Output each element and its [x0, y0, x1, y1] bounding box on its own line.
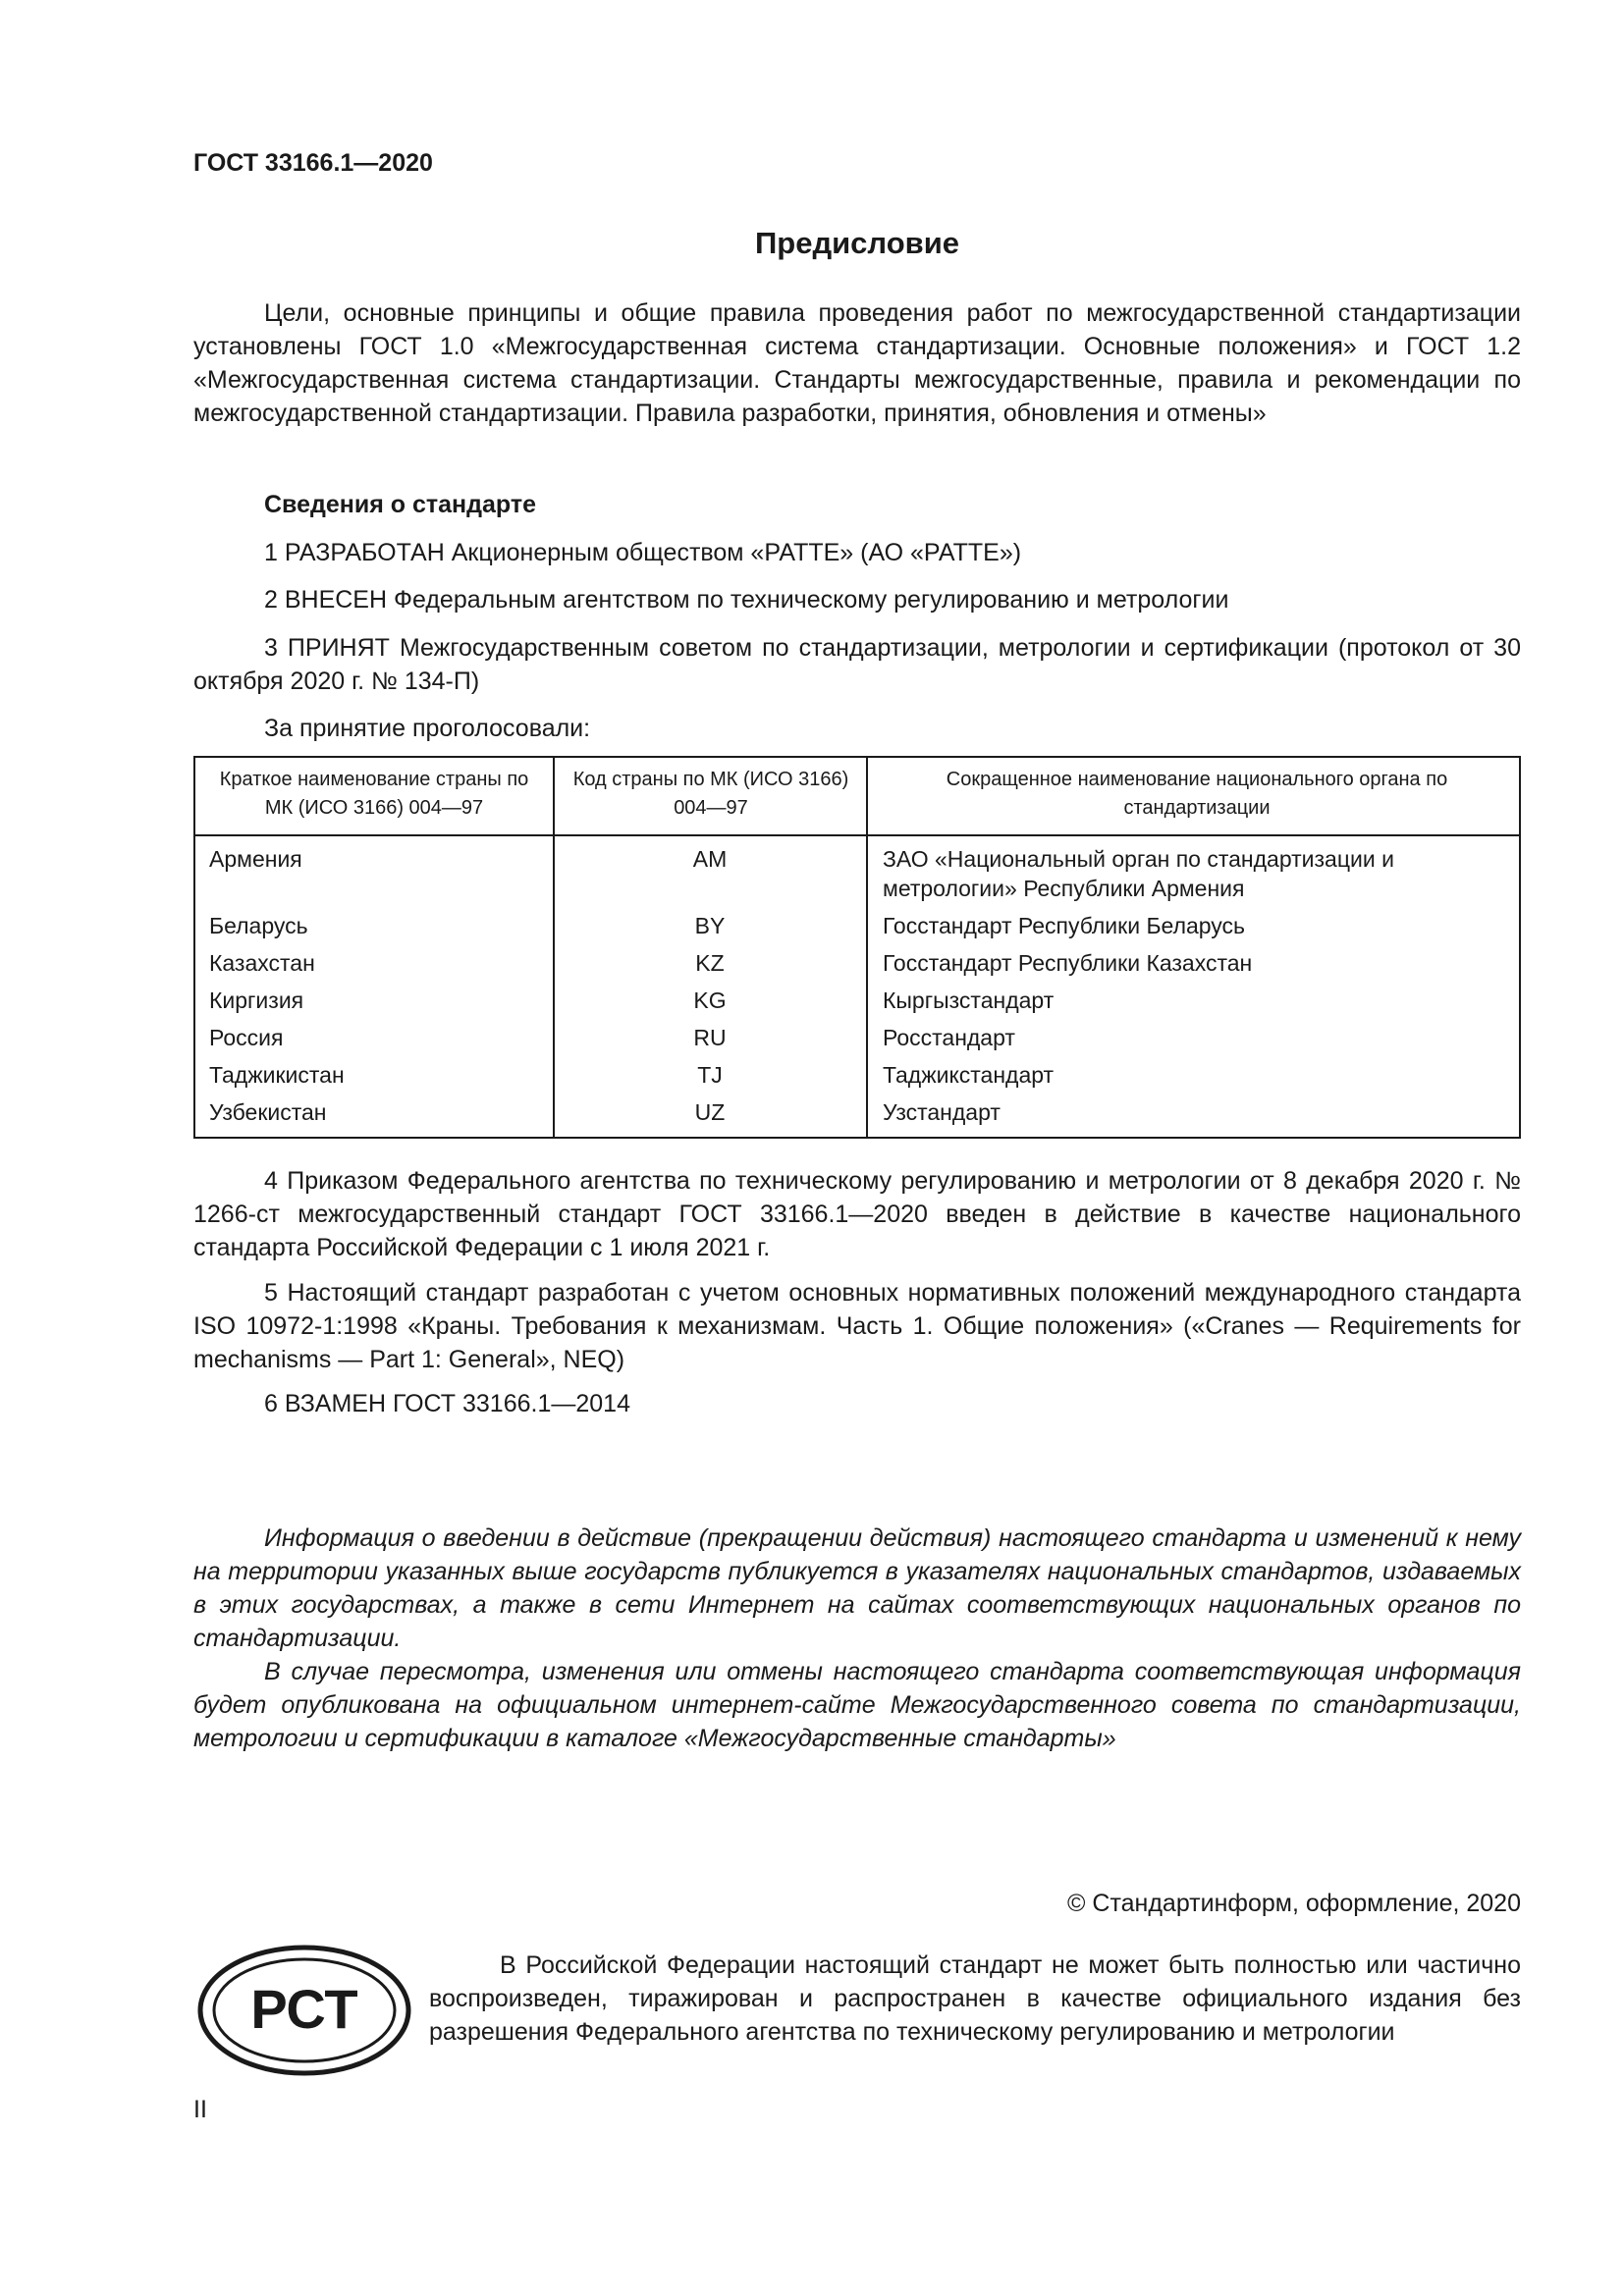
table-header-code: Код страны по МК (ИСО 3166) 004—97 [572, 769, 849, 819]
item-6: 6 ВЗАМЕН ГОСТ 33166.1—2014 [264, 1390, 630, 1417]
page-number: II [193, 2096, 207, 2123]
table-cell-code: RU [693, 1025, 727, 1050]
table-cell-org: Кыргызстандарт [883, 988, 1055, 1013]
item-3: 3 ПРИНЯТ Межгосударственным советом по стандартизации, метрологии и сертификации (протокол от 30 октября 2020 г. № 134-П) [193, 634, 1521, 695]
intro-paragraph: Цели, основные принципы и общие правила проведения работ по межгосударственной стандартизации установлены ГОСТ 1.0 «Межгосударственная система стандартизации. Основные положения» и ГОСТ 1.2 «Межгосударственная система стандартизации. Стандарты межгосударственные, правила и рекомендации по межгосударственной стандартизации. Правила разработки, принятия, обновления и отмены» [193, 299, 1521, 427]
page-title: Предисловие [754, 226, 959, 260]
rst-logo-lettering: РСТ [250, 1978, 358, 2040]
table-cell-org: Таджикстандарт [883, 1062, 1055, 1088]
table-cell-country: Киргизия [209, 988, 304, 1013]
table-cell-code: KG [693, 988, 727, 1013]
notice-paragraph-2: В случае пересмотра, изменения или отмены настоящего стандарта соответствующая информация будет опубликована на официальном интернет-сайте Межгосударственного совета по стандартизации, метрологии и сертификации в каталоге «Межгосударственные стандарты» [193, 1658, 1521, 1752]
table-cell-org: Госстандарт Республики Казахстан [883, 950, 1253, 976]
table-cell-org: Узстандарт [883, 1099, 1001, 1125]
table-header-org: Сокращенное наименование национального органа по стандартизации [946, 769, 1448, 819]
table-cell-org: Госстандарт Республики Беларусь [883, 913, 1246, 938]
info-heading: Сведения о стандарте [264, 491, 537, 518]
voting-table [193, 756, 1521, 1139]
voted-label: За принятие проголосовали: [264, 715, 591, 742]
item-2: 2 ВНЕСЕН Федеральным агентством по техническому регулированию и метрологии [264, 586, 1229, 614]
table-cell-country: Таджикистан [209, 1062, 345, 1088]
column-divider [866, 758, 868, 1137]
table-cell-code: AM [692, 846, 728, 872]
table-cell-org: Росстандарт [883, 1025, 1015, 1050]
notice-paragraph-1: Информация о введении в действие (прекращении действия) настоящего стандарта и изменений к нему на территории указанных выше государств публикуется в указателях национальных стандартов, издаваемых в этих государствах, а также в сети Интернет на сайтах соответствующих национальных органов по стандартизации. [193, 1524, 1521, 1652]
table-cell-country: Беларусь [209, 913, 308, 938]
table-cell-country: Армения [209, 846, 302, 872]
rst-logo [196, 1944, 412, 2082]
table-cell-country: Россия [209, 1025, 284, 1050]
reproduction-notice: В Российской Федерации настоящий стандарт не может быть полностью или частично воспроизведен, тиражирован и распространен в качестве официального издания без разрешения Федерального агентства по техническому регулированию и метрологии [429, 1951, 1521, 2046]
table-cell-org: ЗАО «Национальный орган по стандартизации и метрологии» Республики Армения [883, 846, 1394, 901]
item-1: 1 РАЗРАБОТАН Акционерным обществом «РАТТЕ» (АО «РАТТЕ») [264, 539, 1022, 566]
table-cell-code: KZ [695, 950, 725, 976]
copyright-line: © Стандартинформ, оформление, 2020 [1067, 1890, 1521, 1917]
item-4: 4 Приказом Федерального агентства по техническому регулированию и метрологии от 8 декабря 2020 г. № 1266-ст межгосударственный стандарт ГОСТ 33166.1—2020 введен в действие в качестве национального стандарта Российской Федерации с 1 июля 2021 г. [193, 1167, 1521, 1261]
document-header: ГОСТ 33166.1—2020 [193, 149, 433, 177]
rst-logo-icon [196, 1944, 412, 2077]
table-cell-code: BY [694, 913, 726, 938]
table-cell-country: Казахстан [209, 950, 315, 976]
table-header-country: Краткое наименование страны по МК (ИСО 3166) 004—97 [219, 769, 529, 819]
table-cell-country: Узбекистан [209, 1099, 327, 1125]
table-cell-code: UZ [694, 1099, 726, 1125]
item-5: 5 Настоящий стандарт разработан с учетом основных нормативных положений международного стандарта ISO 10972-1:1998 «Краны. Требования к механизмам. Часть 1. Общие положения» («Cranes — Requirements for mechanisms — Part 1: General», NEQ) [193, 1279, 1521, 1373]
table-cell-code: TJ [697, 1062, 723, 1088]
